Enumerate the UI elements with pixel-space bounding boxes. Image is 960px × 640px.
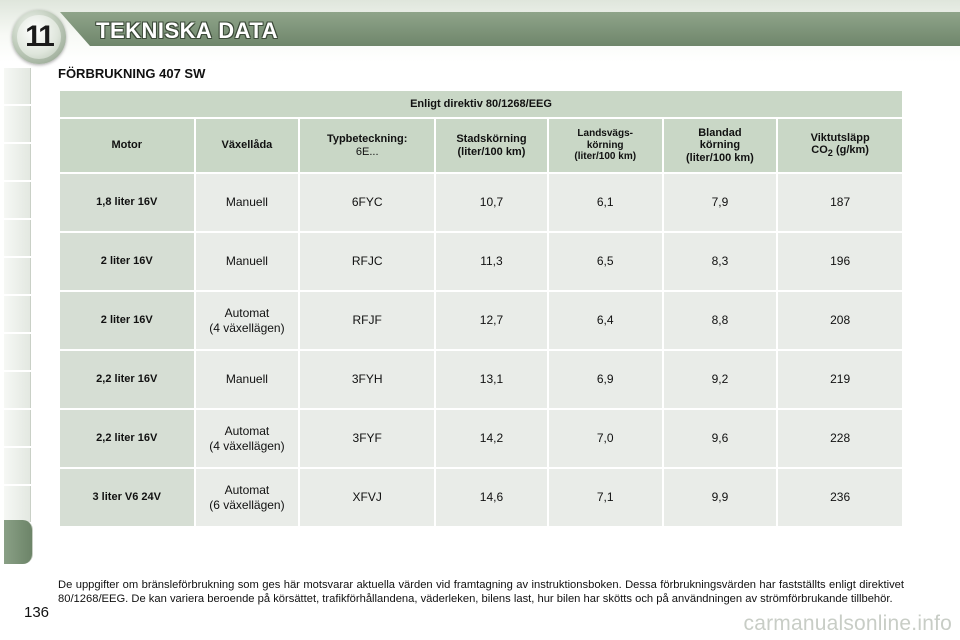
- cell-gearbox: [196, 174, 299, 231]
- header-motor: Motor: [60, 119, 194, 172]
- header-co2-unit: [778, 144, 902, 159]
- header-co2: [778, 119, 902, 172]
- cell-city: 10,7: [436, 174, 547, 231]
- header-type-prefix: 6E...: [355, 145, 379, 158]
- header-city: [436, 119, 547, 172]
- cell-type: 6FYC: [300, 174, 434, 231]
- header-combined: [664, 119, 777, 172]
- header-city-unit: (liter/100 km): [457, 145, 526, 158]
- footer-note: De uppgifter om bränsleförbrukning som ges här motsvarar aktuella värden vid framtagning av instruktionsboken. Dessa förbrukningsvärden har fastställts enligt direktivet 80/1268/EEG. De kan variera beroende på körsättet, trafikförhållandena, väderleken, bilens last, hur bilen har skötts och på användningen av strömförbrukande tillbehör.: [58, 579, 904, 605]
- cell-gearbox: [196, 292, 299, 349]
- header-co2-label: Viktutsläpp: [810, 131, 870, 144]
- co2-unit-text: (g/km): [832, 144, 869, 157]
- table-row: [60, 233, 902, 290]
- table-row: [60, 174, 902, 231]
- side-tab[interactable]: [4, 106, 31, 142]
- header-city-label: Stadskörning: [456, 132, 527, 145]
- header-highway-unit: (liter/100 km): [574, 151, 637, 163]
- cell-type: 3FYF: [300, 410, 434, 467]
- header-type: [300, 119, 434, 172]
- chapter-title: TEKNISKA DATA: [96, 18, 279, 43]
- chapter-number: 11: [17, 15, 61, 59]
- gearbox-type: Manuell: [225, 254, 268, 269]
- cell-motor: 2 liter 16V: [60, 233, 194, 290]
- header-gearbox: Växellåda: [196, 119, 299, 172]
- side-tab[interactable]: [4, 486, 31, 522]
- side-tab[interactable]: [4, 448, 31, 484]
- side-tab-strip: [0, 68, 32, 573]
- cell-co2: 236: [778, 469, 902, 526]
- table-row: [60, 410, 902, 467]
- side-tab[interactable]: [4, 144, 31, 180]
- side-tab[interactable]: [4, 258, 31, 294]
- side-tab[interactable]: [4, 334, 31, 370]
- consumption-table: [58, 89, 904, 528]
- cell-highway: 6,9: [549, 351, 662, 408]
- side-tab[interactable]: [4, 220, 31, 256]
- table-row: [60, 351, 902, 408]
- side-tab[interactable]: [4, 68, 31, 104]
- cell-motor: 2,2 liter 16V: [60, 351, 194, 408]
- gearbox-type: Automat: [224, 483, 270, 498]
- side-tab-active[interactable]: [4, 520, 33, 564]
- table-row: [60, 469, 902, 526]
- header-highway: [549, 119, 662, 172]
- cell-type: XFVJ: [300, 469, 434, 526]
- cell-city: 14,6: [436, 469, 547, 526]
- side-tab[interactable]: [4, 296, 31, 332]
- cell-highway: 7,0: [549, 410, 662, 467]
- cell-motor: 2 liter 16V: [60, 292, 194, 349]
- cell-motor: 3 liter V6 24V: [60, 469, 194, 526]
- header-combined-label2: körning: [699, 139, 741, 152]
- cell-co2: 219: [778, 351, 902, 408]
- gearbox-gears: (4 växellägen): [209, 438, 285, 453]
- cell-highway: 6,4: [549, 292, 662, 349]
- header-combined-unit: (liter/100 km): [685, 151, 754, 164]
- cell-combined: 8,3: [664, 233, 777, 290]
- cell-co2: 187: [778, 174, 902, 231]
- cell-motor: 2,2 liter 16V: [60, 410, 194, 467]
- cell-combined: 9,6: [664, 410, 777, 467]
- gearbox-gears: (4 växellägen): [209, 320, 285, 335]
- cell-highway: 7,1: [549, 469, 662, 526]
- cell-gearbox: [196, 469, 299, 526]
- section-title: FÖRBRUKNING 407 SW: [58, 66, 206, 81]
- side-tab[interactable]: [4, 410, 31, 446]
- cell-co2: 208: [778, 292, 902, 349]
- cell-combined: 7,9: [664, 174, 777, 231]
- cell-city: 11,3: [436, 233, 547, 290]
- cell-gearbox: [196, 410, 299, 467]
- cell-highway: 6,5: [549, 233, 662, 290]
- gearbox-type: Manuell: [225, 195, 268, 210]
- cell-combined: 9,9: [664, 469, 777, 526]
- table-row: [60, 292, 902, 349]
- cell-gearbox: [196, 351, 299, 408]
- cell-city: 12,7: [436, 292, 547, 349]
- header-type-label: Typbeteckning:: [326, 132, 408, 145]
- watermark: carmanualsonline.info: [743, 612, 952, 635]
- header-combined-label1: Blandad: [698, 126, 742, 139]
- table-caption: Enligt direktiv 80/1268/EEG: [60, 91, 902, 117]
- cell-type: RFJF: [300, 292, 434, 349]
- cell-city: 13,1: [436, 351, 547, 408]
- chapter-badge: [12, 10, 66, 64]
- co2-text: CO: [811, 144, 828, 157]
- gearbox-type: Automat: [224, 424, 270, 439]
- page-number: 136: [24, 604, 50, 621]
- header-highway-label2: körning: [586, 139, 624, 151]
- side-tab[interactable]: [4, 182, 31, 218]
- cell-co2: 228: [778, 410, 902, 467]
- cell-type: RFJC: [300, 233, 434, 290]
- header-highway-label1: Landsvägs-: [577, 128, 633, 140]
- co2-subscript: 2: [827, 148, 833, 159]
- gearbox-gears: (6 växellägen): [209, 497, 285, 512]
- cell-combined: 8,8: [664, 292, 777, 349]
- gearbox-type: Manuell: [225, 372, 268, 387]
- cell-city: 14,2: [436, 410, 547, 467]
- cell-combined: 9,2: [664, 351, 777, 408]
- gearbox-type: Automat: [224, 306, 270, 321]
- side-tab[interactable]: [4, 372, 31, 408]
- cell-motor: 1,8 liter 16V: [60, 174, 194, 231]
- cell-co2: 196: [778, 233, 902, 290]
- cell-gearbox: [196, 233, 299, 290]
- cell-type: 3FYH: [300, 351, 434, 408]
- cell-highway: 6,1: [549, 174, 662, 231]
